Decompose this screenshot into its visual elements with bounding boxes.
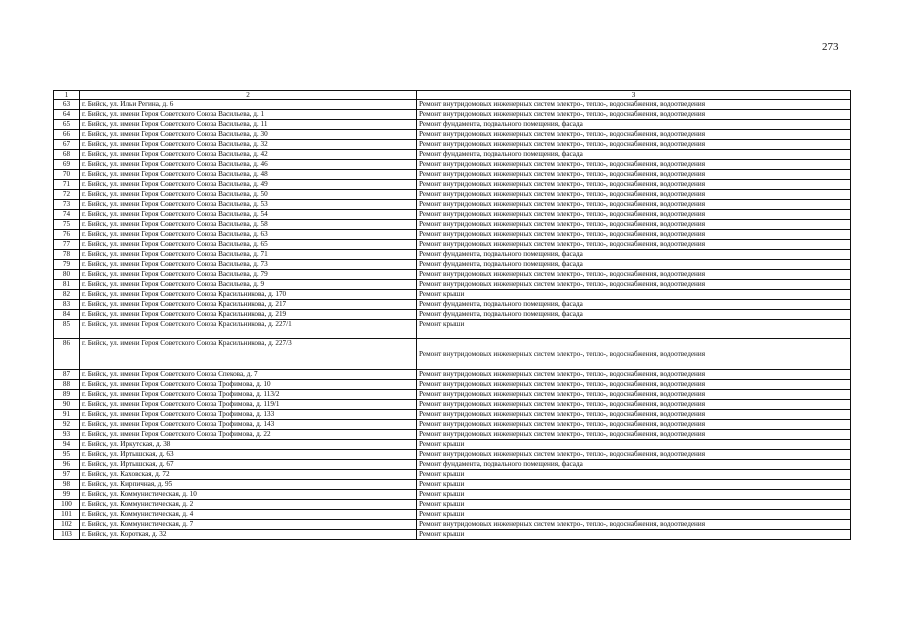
row-number: 101 [54, 510, 80, 520]
row-number: 69 [54, 160, 80, 170]
work-type-cell: Ремонт фундамента, подвального помещения, фасада [417, 250, 851, 260]
address-cell: г. Бийск, ул. имени Героя Советского Союза Васильева, д. 54 [80, 210, 417, 220]
table-header-row [54, 91, 851, 100]
table-row [54, 110, 851, 120]
address-cell: г. Бийск, ул. имени Героя Советского Союза Васильева, д. 71 [80, 250, 417, 260]
work-type-cell: Ремонт внутридомовых инженерных систем электро-, тепло-, водоснабжения, водоотведения [417, 160, 851, 170]
column-header-address: 2 [80, 91, 417, 100]
work-type-cell: Ремонт внутридомовых инженерных систем электро-, тепло-, водоснабжения, водоотведения [417, 450, 851, 460]
table-row [54, 300, 851, 310]
work-type-cell: Ремонт внутридомовых инженерных систем электро-, тепло-, водоснабжения, водоотведения [417, 140, 851, 150]
address-cell: г. Бийск, ул. имени Героя Советского Союза Трофимова, д. 133 [80, 410, 417, 420]
address-cell: г. Бийск, ул. имени Героя Советского Союза Трофимова, д. 113/2 [80, 390, 417, 400]
work-type-cell: Ремонт внутридомовых инженерных систем электро-, тепло-, водоснабжения, водоотведения [417, 520, 851, 530]
address-cell: г. Бийск, ул. Кирпичная, д. 95 [80, 480, 417, 490]
table-row [54, 230, 851, 240]
row-number: 64 [54, 110, 80, 120]
table-row [54, 100, 851, 110]
address-cell: г. Бийск, ул. имени Героя Советского Союза Трофимова, д. 119/1 [80, 400, 417, 410]
address-cell: г. Бийск, ул. Иркутская, д. 38 [80, 440, 417, 450]
address-cell: г. Бийск, ул. имени Героя Советского Союза Васильева, д. 58 [80, 220, 417, 230]
row-number: 71 [54, 180, 80, 190]
table-row [54, 520, 851, 530]
work-type-cell: Ремонт внутридомовых инженерных систем электро-, тепло-, водоснабжения, водоотведения [417, 380, 851, 390]
row-number: 97 [54, 470, 80, 480]
address-cell: г. Бийск, ул. Коммунистическая, д. 4 [80, 510, 417, 520]
row-number: 72 [54, 190, 80, 200]
work-type-cell: Ремонт внутридомовых инженерных систем электро-, тепло-, водоснабжения, водоотведения [417, 180, 851, 190]
row-number: 87 [54, 370, 80, 380]
work-type-cell: Ремонт внутридомовых инженерных систем электро-, тепло-, водоснабжения, водоотведения [417, 170, 851, 180]
table-row [54, 250, 851, 260]
row-number: 99 [54, 490, 80, 500]
row-number: 103 [54, 530, 80, 540]
table-row [54, 270, 851, 280]
row-number: 79 [54, 260, 80, 270]
address-cell: г. Бийск, ул. имени Героя Советского Союза Васильева, д. 42 [80, 150, 417, 160]
row-number: 98 [54, 480, 80, 490]
address-cell: г. Бийск, ул. имени Героя Советского Союза Васильева, д. 53 [80, 200, 417, 210]
row-number: 94 [54, 440, 80, 450]
table-row [54, 530, 851, 540]
table-row [54, 380, 851, 390]
address-cell: г. Бийск, ул. имени Героя Советского Союза Красильникова, д. 219 [80, 310, 417, 320]
row-number: 92 [54, 420, 80, 430]
table-row [54, 240, 851, 250]
row-number: 88 [54, 380, 80, 390]
work-type-cell: Ремонт крыши [417, 510, 851, 520]
table-row [54, 410, 851, 420]
address-cell: г. Бийск, ул. имени Героя Советского Союза Васильева, д. 63 [80, 230, 417, 240]
work-type-cell: Ремонт внутридомовых инженерных систем электро-, тепло-, водоснабжения, водоотведения [417, 190, 851, 200]
table-row [54, 220, 851, 230]
address-cell: г. Бийск, ул. имени Героя Советского Союза Красильникова, д. 227/1 [80, 320, 417, 339]
table-row [54, 210, 851, 220]
row-number: 102 [54, 520, 80, 530]
table-row [54, 339, 851, 370]
work-type-cell: Ремонт внутридомовых инженерных систем электро-, тепло-, водоснабжения, водоотведения [417, 130, 851, 140]
address-cell: г. Бийск, ул. имени Героя Советского Союза Васильева, д. 1 [80, 110, 417, 120]
work-type-cell: Ремонт внутридомовых инженерных систем электро-, тепло-, водоснабжения, водоотведения [417, 400, 851, 410]
work-type-cell: Ремонт внутридомовых инженерных систем электро-, тепло-, водоснабжения, водоотведения [417, 200, 851, 210]
work-type-cell: Ремонт фундамента, подвального помещения, фасада [417, 120, 851, 130]
address-cell: г. Бийск, ул. имени Героя Советского Союза Васильева, д. 48 [80, 170, 417, 180]
work-type-cell: Ремонт внутридомовых инженерных систем электро-, тепло-, водоснабжения, водоотведения [417, 390, 851, 400]
table-row [54, 470, 851, 480]
address-cell: г. Бийск, ул. имени Героя Советского Союза Васильева, д. 11 [80, 120, 417, 130]
row-number: 67 [54, 140, 80, 150]
address-cell: г. Бийск, ул. имени Героя Советского Союза Васильева, д. 49 [80, 180, 417, 190]
table-row [54, 260, 851, 270]
table-row [54, 200, 851, 210]
row-number: 66 [54, 130, 80, 140]
table-row [54, 440, 851, 450]
row-number: 86 [54, 339, 80, 370]
table-body [54, 100, 851, 540]
row-number: 65 [54, 120, 80, 130]
work-type-cell: Ремонт внутридомовых инженерных систем электро-, тепло-, водоснабжения, водоотведения [417, 240, 851, 250]
work-type-cell: Ремонт крыши [417, 440, 851, 450]
column-header-work-type: 3 [417, 91, 851, 100]
address-cell: г. Бийск, ул. Короткая, д. 32 [80, 530, 417, 540]
row-number: 85 [54, 320, 80, 339]
row-number: 89 [54, 390, 80, 400]
address-cell: г. Бийск, ул. имени Героя Советского Союза Васильева, д. 46 [80, 160, 417, 170]
table-row [54, 120, 851, 130]
table-row [54, 370, 851, 380]
work-type-cell: Ремонт крыши [417, 480, 851, 490]
work-type-cell: Ремонт фундамента, подвального помещения, фасада [417, 260, 851, 270]
table-row [54, 170, 851, 180]
work-type-cell: Ремонт фундамента, подвального помещения, фасада [417, 150, 851, 160]
address-cell: г. Бийск, ул. имени Героя Советского Союза Васильева, д. 79 [80, 270, 417, 280]
repair-registry-table [53, 90, 851, 540]
row-number: 90 [54, 400, 80, 410]
table-row [54, 150, 851, 160]
row-number: 96 [54, 460, 80, 470]
address-cell: г. Бийск, ул. имени Героя Советского Союза Спекова, д. 7 [80, 370, 417, 380]
table-row [54, 320, 851, 339]
row-number: 84 [54, 310, 80, 320]
row-number: 75 [54, 220, 80, 230]
work-type-cell: Ремонт внутридомовых инженерных систем электро-, тепло-, водоснабжения, водоотведения [417, 410, 851, 420]
table-row [54, 180, 851, 190]
work-type-cell: Ремонт крыши [417, 500, 851, 510]
table-row [54, 130, 851, 140]
address-cell: г. Бийск, ул. имени Героя Советского Союза Трофимова, д. 143 [80, 420, 417, 430]
table-row [54, 420, 851, 430]
row-number: 95 [54, 450, 80, 460]
work-type-cell: Ремонт крыши [417, 320, 851, 339]
work-type-cell: Ремонт внутридомовых инженерных систем электро-, тепло-, водоснабжения, водоотведения [417, 110, 851, 120]
address-cell: г. Бийск, ул. имени Героя Советского Союза Красильникова, д. 217 [80, 300, 417, 310]
row-number: 73 [54, 200, 80, 210]
address-cell: г. Бийск, ул. имени Героя Советского Союза Красильникова, д. 227/3 [80, 339, 417, 370]
row-number: 77 [54, 240, 80, 250]
table-row [54, 400, 851, 410]
work-type-cell: Ремонт фундамента, подвального помещения, фасада [417, 310, 851, 320]
address-cell: г. Бийск, ул. имени Героя Советского Союза Васильева, д. 30 [80, 130, 417, 140]
page-number: 273 [822, 41, 839, 53]
table-row [54, 290, 851, 300]
work-type-cell: Ремонт внутридомовых инженерных систем электро-, тепло-, водоснабжения, водоотведения [417, 210, 851, 220]
address-cell: г. Бийск, ул. Коммунистическая, д. 10 [80, 490, 417, 500]
address-cell: г. Бийск, ул. Ильи Регина, д. 6 [80, 100, 417, 110]
work-type-cell: Ремонт внутридомовых инженерных систем электро-, тепло-, водоснабжения, водоотведения [417, 100, 851, 110]
address-cell: г. Бийск, ул. имени Героя Советского Союза Васильева, д. 9 [80, 280, 417, 290]
address-cell: г. Бийск, ул. имени Героя Советского Союза Васильева, д. 65 [80, 240, 417, 250]
address-cell: г. Бийск, ул. Коммунистическая, д. 7 [80, 520, 417, 530]
work-type-cell: Ремонт крыши [417, 490, 851, 500]
table-row [54, 280, 851, 290]
address-cell: г. Бийск, ул. Иртышская, д. 67 [80, 460, 417, 470]
work-type-cell: Ремонт внутридомовых инженерных систем электро-, тепло-, водоснабжения, водоотведения [417, 270, 851, 280]
address-cell: г. Бийск, ул. Коммунистическая, д. 2 [80, 500, 417, 510]
address-cell: г. Бийск, ул. имени Героя Советского Союза Трофимова, д. 22 [80, 430, 417, 440]
table-row [54, 490, 851, 500]
table-row [54, 390, 851, 400]
address-cell: г. Бийск, ул. имени Героя Советского Союза Трофимова, д. 10 [80, 380, 417, 390]
work-type-cell: Ремонт крыши [417, 530, 851, 540]
table-row [54, 460, 851, 470]
table-row [54, 140, 851, 150]
row-number: 100 [54, 500, 80, 510]
row-number: 81 [54, 280, 80, 290]
work-type-cell: Ремонт внутридомовых инженерных систем электро-, тепло-, водоснабжения, водоотведения [417, 430, 851, 440]
work-type-cell: Ремонт внутридомовых инженерных систем электро-, тепло-, водоснабжения, водоотведения [417, 220, 851, 230]
table-row [54, 430, 851, 440]
work-type-cell: Ремонт внутридомовых инженерных систем электро-, тепло-, водоснабжения, водоотведения [417, 370, 851, 380]
work-type-cell: Ремонт внутридомовых инженерных систем электро-, тепло-, водоснабжения, водоотведения [417, 420, 851, 430]
row-number: 63 [54, 100, 80, 110]
row-number: 80 [54, 270, 80, 280]
work-type-cell: Ремонт фундамента, подвального помещения, фасада [417, 300, 851, 310]
table-row [54, 510, 851, 520]
work-type-cell: Ремонт фундамента, подвального помещения, фасада [417, 460, 851, 470]
row-number: 93 [54, 430, 80, 440]
table-row [54, 310, 851, 320]
table-row [54, 450, 851, 460]
row-number: 83 [54, 300, 80, 310]
address-cell: г. Бийск, ул. Иртышская, д. 63 [80, 450, 417, 460]
table-row [54, 480, 851, 490]
address-cell: г. Бийск, ул. имени Героя Советского Союза Васильева, д. 50 [80, 190, 417, 200]
row-number: 68 [54, 150, 80, 160]
table-row [54, 190, 851, 200]
work-type-cell: Ремонт крыши [417, 290, 851, 300]
address-cell: г. Бийск, ул. имени Героя Советского Союза Красильникова, д. 170 [80, 290, 417, 300]
row-number: 82 [54, 290, 80, 300]
address-cell: г. Бийск, ул. имени Героя Советского Союза Васильева, д. 32 [80, 140, 417, 150]
table-row [54, 500, 851, 510]
address-cell: г. Бийск, ул. Каховская, д. 72 [80, 470, 417, 480]
address-cell: г. Бийск, ул. имени Героя Советского Союза Васильева, д. 73 [80, 260, 417, 270]
work-type-cell: Ремонт внутридомовых инженерных систем электро-, тепло-, водоснабжения, водоотведения [417, 280, 851, 290]
table-row [54, 160, 851, 170]
row-number: 78 [54, 250, 80, 260]
work-type-cell: Ремонт внутридомовых инженерных систем электро-, тепло-, водоснабжения, водоотведения [417, 339, 851, 370]
row-number: 76 [54, 230, 80, 240]
row-number: 74 [54, 210, 80, 220]
column-header-number: 1 [54, 91, 80, 100]
work-type-cell: Ремонт крыши [417, 470, 851, 480]
row-number: 70 [54, 170, 80, 180]
work-type-cell: Ремонт внутридомовых инженерных систем электро-, тепло-, водоснабжения, водоотведения [417, 230, 851, 240]
row-number: 91 [54, 410, 80, 420]
